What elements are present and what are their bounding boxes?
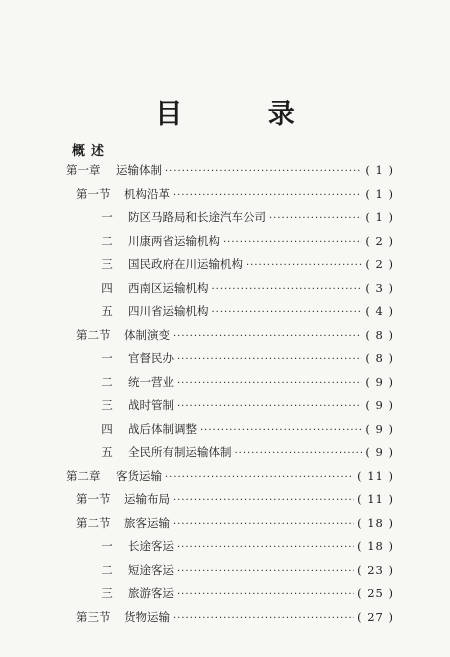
toc-entry-page: ( 9 )	[365, 421, 394, 436]
toc-entry-label: 长途客运	[128, 539, 174, 553]
dot-leader	[173, 495, 354, 506]
toc-entry	[60, 397, 394, 421]
toc-entry-label: 旅游客运	[128, 586, 174, 600]
toc-entry-number: 二	[101, 562, 113, 577]
toc-entry-label: 机构沿革	[124, 186, 170, 201]
toc-entry-label: 战后体制调整	[128, 421, 197, 436]
toc-entry-page: ( 8 )	[365, 351, 394, 365]
toc-entry-number: 一	[101, 351, 113, 365]
toc-entry	[60, 186, 394, 210]
toc-entry-page: ( 11 )	[357, 492, 394, 506]
toc-entry-label: 官督民办	[128, 351, 174, 365]
toc-entry-page: ( 4 )	[365, 304, 394, 318]
toc-entry	[60, 209, 394, 233]
toc-entry-label: 川康两省运输机构	[128, 233, 220, 248]
toc-entry-number: 第一节	[76, 186, 111, 201]
toc-entry-number: 三	[101, 257, 113, 271]
toc-entry	[60, 585, 394, 609]
toc-entry	[60, 374, 394, 398]
toc-entry-number: 第二节	[76, 515, 111, 530]
toc-entry-label: 统一营业	[128, 374, 174, 389]
toc-entry	[60, 444, 394, 468]
toc-entry-number: 第二节	[76, 327, 111, 342]
toc-entry-page: ( 9 )	[365, 445, 394, 459]
toc-entry-label: 体制演变	[124, 327, 170, 342]
toc-entry-number: 四	[101, 280, 113, 295]
toc-entry-page: ( 23 )	[357, 562, 394, 577]
toc-entry-page: ( 9 )	[365, 398, 394, 412]
dot-leader	[165, 472, 354, 483]
toc-entry-page: ( 3 )	[365, 280, 394, 295]
toc-entry-label: 短途客运	[128, 562, 174, 577]
toc-entry-number: 一	[101, 539, 113, 553]
toc-entry-page: ( 25 )	[357, 586, 394, 600]
toc-entry	[60, 303, 394, 327]
dot-leader	[212, 307, 363, 318]
toc-entry-page: ( 18 )	[357, 539, 394, 553]
toc-entry	[60, 538, 394, 562]
toc-entry-label: 防区马路局和长途汽车公司	[128, 210, 266, 224]
toc-entry-number: 五	[101, 445, 113, 459]
toc-entry	[60, 350, 394, 374]
toc-entry-label: 运输体制	[116, 163, 162, 177]
toc-entry-page: ( 2 )	[365, 233, 394, 248]
dot-leader	[246, 260, 362, 271]
toc-entry-number: 三	[101, 586, 113, 600]
toc-entry	[60, 609, 394, 633]
toc-entry-label: 运输布局	[124, 492, 170, 506]
toc-entry	[60, 162, 394, 186]
dot-leader	[177, 401, 362, 412]
dot-leader	[177, 542, 354, 553]
toc-entry-page: ( 1 )	[365, 186, 394, 201]
toc-entry-number: 五	[101, 304, 113, 318]
dot-leader	[165, 166, 362, 177]
toc-entry	[60, 515, 394, 539]
toc-entry-page: ( 27 )	[357, 609, 394, 624]
table-of-contents	[60, 162, 394, 632]
toc-entry-page: ( 8 )	[365, 327, 394, 342]
dot-leader	[173, 613, 354, 624]
toc-entry-number: 第三节	[76, 609, 111, 624]
toc-entry-number: 三	[101, 398, 113, 412]
toc-entry	[60, 468, 394, 492]
toc-entry	[60, 233, 394, 257]
toc-entry-label: 战时管制	[128, 398, 174, 412]
toc-entry	[60, 491, 394, 515]
toc-entry	[60, 280, 394, 304]
toc-entry	[60, 256, 394, 280]
toc-entry-label: 西南区运输机构	[128, 280, 209, 295]
dot-leader	[173, 331, 362, 342]
dot-leader	[177, 589, 354, 600]
toc-entry-number: 第二章	[66, 468, 101, 483]
toc-entry-number: 一	[101, 210, 113, 224]
toc-entry-page: ( 1 )	[365, 210, 394, 224]
toc-entry-page: ( 18 )	[357, 515, 394, 530]
toc-entry-label: 货物运输	[124, 609, 170, 624]
toc-entry-number: 四	[101, 421, 113, 436]
dot-leader	[269, 213, 362, 224]
toc-entry	[60, 562, 394, 586]
dot-leader	[212, 284, 363, 295]
toc-entry-page: ( 11 )	[357, 468, 394, 483]
toc-entry-label: 旅客运输	[124, 515, 170, 530]
toc-entry-label: 四川省运输机构	[128, 304, 209, 318]
toc-entry	[60, 327, 394, 351]
dot-leader	[177, 378, 362, 389]
toc-entry-number: 二	[101, 374, 113, 389]
dot-leader	[177, 354, 362, 365]
toc-entry-number: 第一节	[76, 492, 111, 506]
toc-entry-page: ( 1 )	[365, 163, 394, 177]
toc-entry-number: 第一章	[66, 163, 101, 177]
dot-leader	[173, 190, 362, 201]
dot-leader	[200, 425, 362, 436]
toc-entry-label: 全民所有制运输体制	[128, 445, 232, 459]
toc-entry-label: 客货运输	[116, 468, 162, 483]
toc-entry-page: ( 9 )	[365, 374, 394, 389]
dot-leader	[235, 448, 363, 459]
toc-entry-number: 二	[101, 233, 113, 248]
toc-entry-label: 国民政府在川运输机构	[128, 257, 243, 271]
overview-heading: 概述	[72, 144, 111, 159]
toc-entry-page: ( 2 )	[365, 257, 394, 271]
dot-leader	[173, 519, 354, 530]
page-title: 目 录	[155, 99, 333, 130]
dot-leader	[177, 566, 354, 577]
dot-leader	[223, 237, 362, 248]
toc-entry	[60, 421, 394, 445]
